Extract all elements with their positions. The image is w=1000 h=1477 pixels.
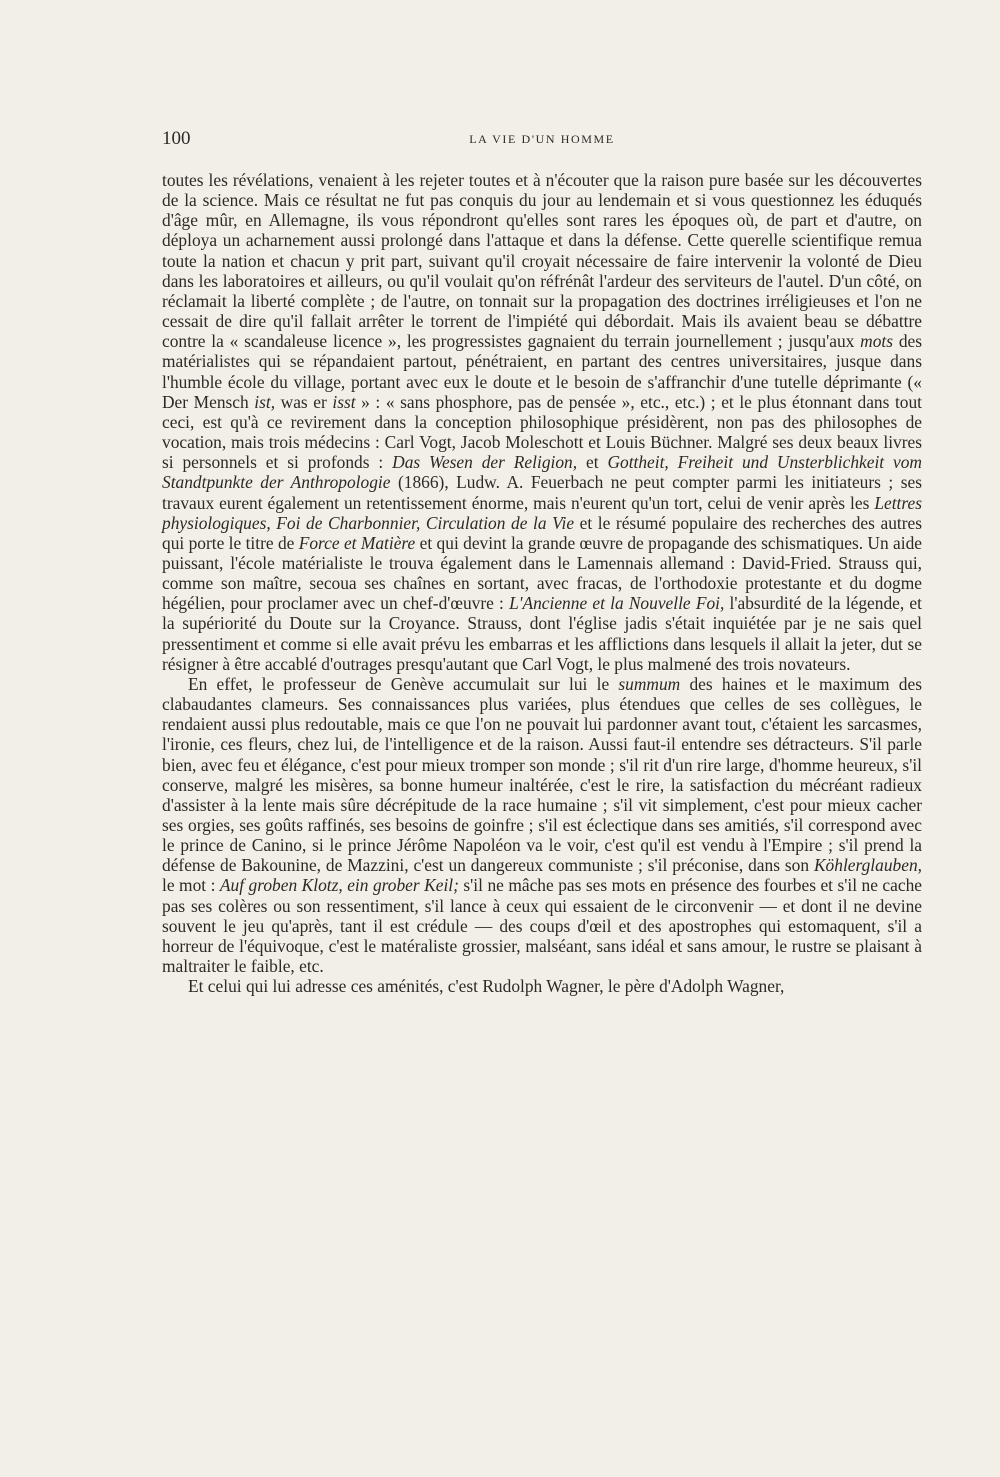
text-run: Et celui qui lui adresse ces aménités, c'est Rudolph Wagner, le père d'Adolph Wagner, bbox=[188, 976, 785, 997]
text-run: des haines et le maximum des clabaudantes clameurs. Ses connaissances plus variées, plus étendues que celles de ses collègues, le rendaient aussi plus redoutable, mais ce que l'on ne pouvait lui pardonner avant tout, c'étaient les sarcasmes, l'ironie, ces fleurs, chez lui, de l'intelligence et de la raison. Aussi faut-il entendre ses détracteurs. S'il parle bien, avec feu et élégance, c'est pour mieux tromper son monde ; s'il rit d'un rire large, d'homme heureux, s'il conserve, malgré les misères, sa bonne humeur inaltérée, c'est le rire, la satisfaction du mécréant radieux d'assister à la lente mais sûre décrépitude de la race humaine ; s'il vit simplement, c'est pour mieux cacher ses orgies, ses goûts raffinés, ses besoins de goinfre ; s'il est éclectique dans ses amitiés, s'il correspond avec le prince de Canino, si le prince Jérôme Napoléon va le voir, c'est qu'il est vendu à l'Empire ; s'il prend la défense de Bakounine, de Mazzini, c'est un dangereux communiste ; s'il préconise, dans son bbox=[162, 673, 922, 876]
page-number: 100 bbox=[162, 128, 191, 149]
text-run: (1866), Ludw. A. Feuerbach ne peut compter parmi les initiateurs ; ses travaux eurent également un retentissement énorme, mais n'eurent qu'un tort, celui de venir après les bbox=[162, 472, 922, 513]
running-head: LA VIE D'UN HOMME bbox=[469, 132, 615, 146]
text-run: s'il ne mâche pas ses mots en présence des fourbes et s'il ne cache pas ses colères ou son ressentiment, s'il lance à ceux qui essaient de le circonvenir — et dont il ne devine souvent le jeu qu'après, tant il est crédule — des coups d'œil et des apostrophes qui estomaquent, s'il a horreur de l'équivoque, c'est le matéraliste grossier, malséant, sans idéal et sans amour, le rustre se plaisant à maltraiter le faible, etc. bbox=[162, 875, 923, 977]
text-run: was er bbox=[275, 391, 333, 412]
text-run: et le résumé populaire des recherches des autres qui porte le titre de bbox=[162, 512, 923, 553]
page-header bbox=[162, 128, 922, 156]
italic-text-run: mots bbox=[860, 331, 894, 352]
text-run: l'absurdité de la légende, et la supériorité du Doute sur la Croyance. Strauss, dont l'église jadis s'était inquiétée par je ne sais quel pressentiment et comme si elle avait prévu les embarras et les afflictions dans lesquels il allait la jeter, dut se résigner à être accablé d'outrages presqu'autant que Carl Vogt, le plus malmené des trois novateurs. bbox=[162, 593, 922, 674]
text-run: » : « sans phosphore, pas de pensée », etc., etc.) ; et le plus étonnant dans tout ceci, est qu'à ce revirement dans la conception philosophique présidèrent, non pas des philosophes de vocation, mais trois médecins : Carl Vogt, Jacob Moleschott et Louis Büchner. Malgré ses deux beaux livres si personnels et si profonds : bbox=[162, 391, 923, 473]
italic-text-run: Force et Matière bbox=[298, 532, 416, 553]
italic-text-run: Das Wesen der Religion, bbox=[392, 452, 578, 473]
text-run: des matérialistes qui se répandaient partout, pénétraient, en partant des centres universitaires, jusque dans l'humble école du village, portant avec eux le doute et le besoin de s'affranchir d'une tutelle déprimante (« Der Mensch bbox=[162, 331, 923, 412]
italic-text-run: summum bbox=[618, 673, 681, 694]
paragraph bbox=[162, 976, 922, 996]
text-run: toutes les révélations, venaient à les rejeter toutes et à n'écouter que la raison pure basée sur les découvertes de la science. Mais ce résultat ne fut pas conquis du jour au lendemain et si vous questionnez les éduqués d'âge mûr, en Allemagne, ils vous répondront qu'elles sont rares les époques où, de part et d'autre, on déploya un acharnement aussi prolongé dans l'attaque et dans la défense. Cette querelle scientifique remua toute la nation et chacun y prit part, suivant qu'il croyait nécessaire de faire intervenir la volonté de Dieu dans les laboratoires et ailleurs, ou qu'il voulait qu'on réfrénât l'ardeur des serviteurs de l'autel. D'un côté, on réclamait la liberté complète ; de l'autre, on tonnait sur la propagation des doctrines irréligieuses et l'on ne cessait de dire qu'il fallait arrêter le torrent de l'impiété qui débordait. Mais ils avaient beau se débattre contre la « scandaleuse licence », les progressistes gagnaient du terrain journellement ; jusqu'aux bbox=[162, 170, 922, 352]
italic-text-run: Lettres physiologiques, Foi de Charbonnier, Circulation de la Vie bbox=[162, 492, 922, 533]
italic-text-run: ist, bbox=[254, 391, 276, 412]
body-text bbox=[162, 170, 922, 996]
italic-text-run: Auf groben Klotz, ein grober Keil; bbox=[219, 875, 459, 896]
italic-text-run: L'Ancienne et la Nouvelle Foi, bbox=[509, 593, 725, 614]
paragraph bbox=[162, 674, 922, 976]
text-run: et bbox=[577, 452, 608, 473]
italic-text-run: Köhlerglauben, bbox=[813, 855, 922, 876]
italic-text-run: isst bbox=[332, 391, 356, 412]
text-run: et qui devint la grande œuvre de propagande des schismatiques. Un aide puissant, l'école matérialiste le trouva également dans le Lamennais allemand : David-Fried. Strauss qui, comme son maître, secoua ses chaînes en sortant, avec fracas, de l'orthodoxie protestante et du dogme hégélien, pour proclamer avec un chef-d'œuvre : bbox=[162, 532, 922, 614]
text-run: En effet, le professeur de Genève accumulait sur lui le bbox=[188, 673, 619, 694]
text-run: le mot : bbox=[162, 875, 220, 896]
italic-text-run: Gottheit, Freiheit und Unsterblichkeit vom Standtpunkte der Anthropologie bbox=[162, 452, 922, 493]
paragraph bbox=[162, 170, 922, 674]
